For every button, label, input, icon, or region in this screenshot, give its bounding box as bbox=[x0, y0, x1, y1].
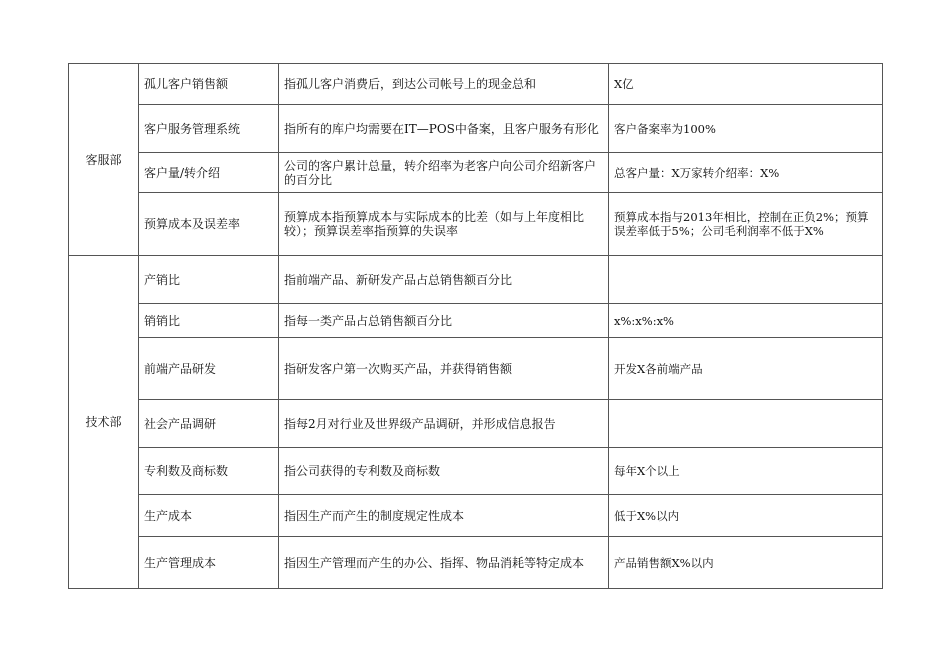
table-row bbox=[69, 256, 883, 304]
definition-cell: 指每2月对行业及世界级产品调研，并形成信息报告 bbox=[279, 400, 609, 448]
target-cell: 低于X%以内 bbox=[609, 495, 883, 537]
definition-cell: 预算成本指预算成本与实际成本的比差（如与上年度相比较）；预算误差率指预算的失误率 bbox=[279, 193, 609, 256]
metric-cell: 销销比 bbox=[139, 304, 279, 338]
target-cell: 总客户量：X万家转介绍率：X% bbox=[609, 153, 883, 193]
target-cell bbox=[609, 400, 883, 448]
target-cell: X亿 bbox=[609, 64, 883, 105]
definition-cell: 指因生产而产生的制度规定性成本 bbox=[279, 495, 609, 537]
target-cell: 每年X个以上 bbox=[609, 448, 883, 495]
target-cell: x%:x%:x% bbox=[609, 304, 883, 338]
table-row bbox=[69, 537, 883, 589]
metric-cell: 客户量/转介绍 bbox=[139, 153, 279, 193]
definition-cell: 指每一类产品占总销售额百分比 bbox=[279, 304, 609, 338]
table-row bbox=[69, 338, 883, 400]
table-row bbox=[69, 153, 883, 193]
definition-cell: 指公司获得的专利数及商标数 bbox=[279, 448, 609, 495]
metric-cell: 孤儿客户销售额 bbox=[139, 64, 279, 105]
target-cell: 客户备案率为100% bbox=[609, 105, 883, 153]
definition-cell: 指前端产品、新研发产品占总销售额百分比 bbox=[279, 256, 609, 304]
department-cell: 客服部 bbox=[69, 64, 139, 256]
definition-cell: 指研发客户第一次购买产品，并获得销售额 bbox=[279, 338, 609, 400]
table-row bbox=[69, 193, 883, 256]
table-row bbox=[69, 64, 883, 105]
definition-cell: 指所有的库户均需要在IT—POS中备案，且客户服务有形化 bbox=[279, 105, 609, 153]
definition-cell: 指因生产管理而产生的办公、指挥、物品消耗等特定成本 bbox=[279, 537, 609, 589]
target-cell: 预算成本指与2013年相比，控制在正负2%；预算误差率低于5%；公司毛利润率不低于X% bbox=[609, 193, 883, 256]
definition-cell: 公司的客户累计总量，转介绍率为老客户向公司介绍新客户的百分比 bbox=[279, 153, 609, 193]
metric-cell: 生产成本 bbox=[139, 495, 279, 537]
department-cell: 技术部 bbox=[69, 256, 139, 589]
metric-cell: 客户服务管理系统 bbox=[139, 105, 279, 153]
table-row bbox=[69, 495, 883, 537]
metric-cell: 专利数及商标数 bbox=[139, 448, 279, 495]
kpi-table bbox=[68, 63, 883, 589]
table-row bbox=[69, 448, 883, 495]
table-row bbox=[69, 105, 883, 153]
metric-cell: 社会产品调研 bbox=[139, 400, 279, 448]
target-cell bbox=[609, 256, 883, 304]
table-row bbox=[69, 304, 883, 338]
target-cell: 产品销售额X%以内 bbox=[609, 537, 883, 589]
metric-cell: 预算成本及误差率 bbox=[139, 193, 279, 256]
target-cell: 开发X各前端产品 bbox=[609, 338, 883, 400]
metric-cell: 产销比 bbox=[139, 256, 279, 304]
definition-cell: 指孤儿客户消费后，到达公司帐号上的现金总和 bbox=[279, 64, 609, 105]
metric-cell: 前端产品研发 bbox=[139, 338, 279, 400]
table-row bbox=[69, 400, 883, 448]
metric-cell: 生产管理成本 bbox=[139, 537, 279, 589]
